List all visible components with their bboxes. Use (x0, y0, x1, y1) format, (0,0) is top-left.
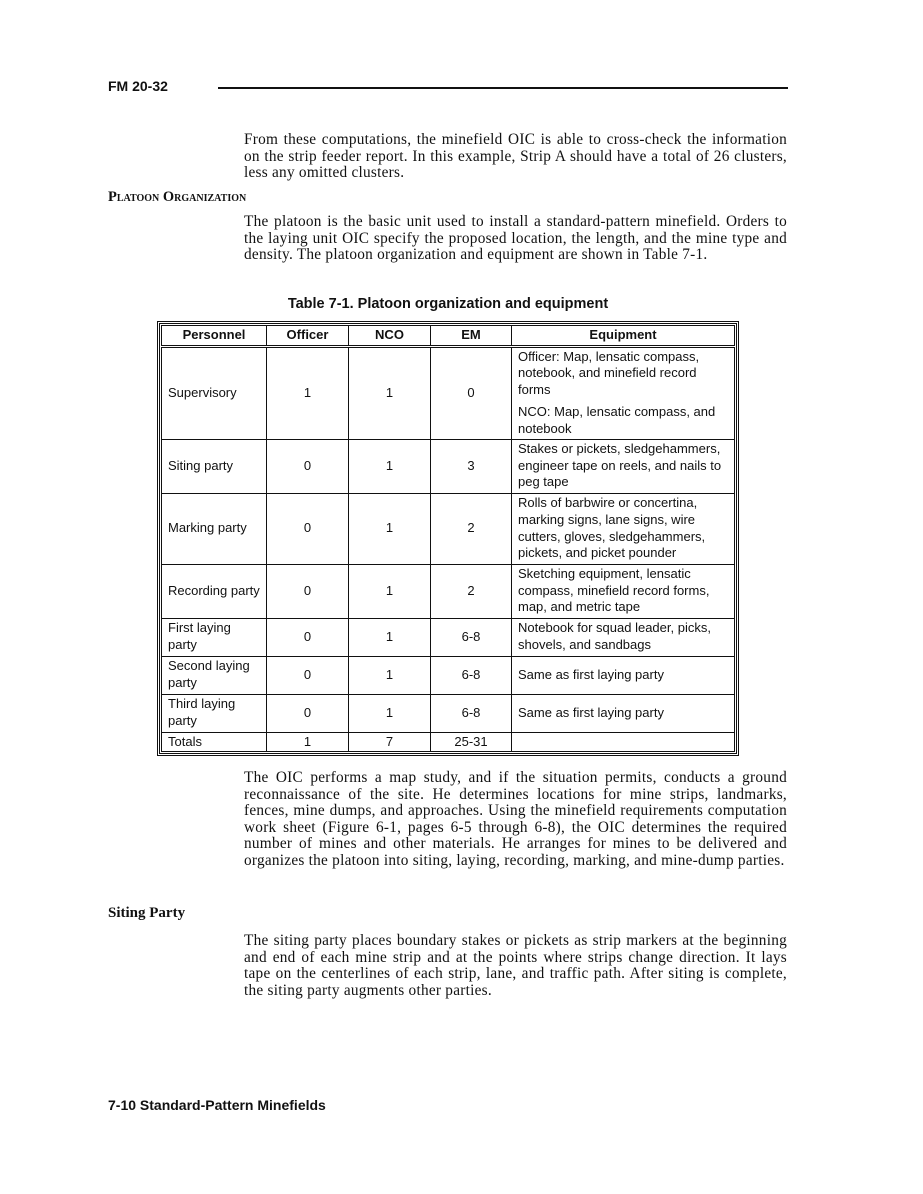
nco-cell (349, 493, 431, 564)
platoon-table (157, 321, 739, 756)
cell-text: 0 (303, 628, 312, 644)
cell-text: 1 (385, 704, 394, 720)
cell-text: 0 (303, 704, 312, 720)
cell-text: 1 (385, 384, 394, 400)
nco-cell (349, 439, 431, 493)
paragraph: The OIC performs a map study, and if the situation permits, conducts a ground reconnaissance of the site. He determines locations for mine strips, landmarks, fences, mine dumps, and approaches. Using the minefield requirements computation work sheet (Figure 6-1, pages 6-5 through 6-8), the OIC determines the required number of mines and other materials. He arranges for mines to be delivered and organizes the platoon into siting, laying, recording, marking, and mine-dump parties. (244, 769, 787, 869)
cell-text: Supervisory (168, 384, 237, 400)
officer-cell (267, 564, 349, 618)
cell-text: 2 (467, 520, 475, 536)
table-row (162, 732, 735, 752)
personnel-cell (162, 439, 267, 493)
equipment-cell (512, 618, 735, 656)
table-row (162, 346, 735, 439)
cell-text: Second laying party (168, 658, 250, 691)
cell-text: Marking party (168, 520, 247, 536)
nco-cell (349, 656, 431, 694)
personnel-cell (162, 564, 267, 618)
cell-text: Same as first laying party (518, 704, 664, 720)
cell-text: 1 (385, 628, 394, 644)
cell-text: Sketching equipment, lensatic compass, minefield record forms, map, and metric tape (518, 566, 710, 615)
cell-text: 0 (303, 582, 312, 598)
table-row (162, 564, 735, 618)
column-header: Personnel (162, 326, 267, 347)
cell-text: 3 (467, 457, 475, 473)
equipment-cell (512, 694, 735, 732)
officer-cell (267, 346, 349, 439)
cell-text: Recording party (168, 582, 260, 598)
cell-text: Stakes or pickets, sledgehammers, engineer tape on reels, and nails to peg tape (518, 441, 722, 490)
cell-text: 0 (303, 457, 312, 473)
cell-text: 1 (303, 384, 312, 400)
officer-cell (267, 618, 349, 656)
section-heading-platoon-organization: Platoon Organization (108, 189, 247, 205)
em-cell (431, 493, 512, 564)
officer-cell (267, 732, 349, 752)
header-rule (218, 87, 788, 89)
cell-text: Rolls of barbwire or concertina, marking signs, lane signs, wire cutters, gloves, sledgehammers, pickets, and picket pounder (518, 495, 706, 561)
cell-text: 1 (385, 582, 394, 598)
personnel-cell (162, 694, 267, 732)
cell-text: 1 (385, 666, 394, 682)
officer-cell (267, 694, 349, 732)
column-header: NCO (349, 326, 431, 347)
column-header: Officer (267, 326, 349, 347)
em-cell (431, 564, 512, 618)
equipment-cell (512, 656, 735, 694)
cell-text: 1 (303, 733, 312, 749)
table-row (162, 493, 735, 564)
cell-text: 0 (303, 520, 312, 536)
cell-text: 0 (303, 666, 312, 682)
cell-text: 1 (385, 457, 394, 473)
equipment-cell (512, 732, 735, 752)
cell-text: 7 (385, 733, 394, 749)
paragraph: The platoon is the basic unit used to install a standard-pattern minefield. Orders to the laying unit OIC specify the proposed location, the length, and the mine type and density. The platoon organization and equipment are shown in Table 7-1. (244, 213, 787, 264)
paragraph: The siting party places boundary stakes or pickets as strip markers at the beginning and end of each mine strip and at the points where strips change direction. It lays tape on the centerlines of each strip, lane, and traffic path. After siting is complete, the siting party augments other parties. (244, 932, 787, 999)
em-cell (431, 694, 512, 732)
personnel-cell (162, 346, 267, 439)
cell-text: Officer: Map, lensatic compass, notebook, and minefield record forms (518, 348, 700, 397)
table-row (162, 618, 735, 656)
personnel-cell (162, 618, 267, 656)
paragraph: From these computations, the minefield OIC is able to cross-check the information on the strip feeder report. In this example, Strip A should have a total of 26 clusters, less any omitted clusters. (244, 131, 787, 182)
em-cell (431, 346, 512, 439)
cell-text: 6-8 (461, 666, 481, 682)
column-header: Equipment (512, 326, 735, 347)
officer-cell (267, 439, 349, 493)
em-cell (431, 656, 512, 694)
personnel-cell (162, 732, 267, 752)
nco-cell (349, 564, 431, 618)
cell-text: 2 (467, 582, 475, 598)
cell-text: Notebook for squad leader, picks, shovels, and sandbags (518, 620, 711, 653)
page-footer: 7-10 Standard-Pattern Minefields (108, 1097, 326, 1113)
cell-text: Totals (168, 733, 202, 749)
em-cell (431, 618, 512, 656)
nco-cell (349, 732, 431, 752)
cell-text: 25-31 (454, 733, 488, 749)
cell-text: 6-8 (461, 704, 481, 720)
nco-cell (349, 346, 431, 439)
personnel-cell (162, 656, 267, 694)
nco-cell (349, 618, 431, 656)
table-row (162, 439, 735, 493)
table-row (162, 656, 735, 694)
cell-text: Third laying party (168, 696, 236, 729)
nco-cell (349, 694, 431, 732)
equipment-cell (512, 564, 735, 618)
em-cell (431, 439, 512, 493)
personnel-cell (162, 493, 267, 564)
cell-text: 6-8 (461, 628, 481, 644)
table-row (162, 694, 735, 732)
equipment-cell (512, 493, 735, 564)
equipment-cell (512, 439, 735, 493)
officer-cell (267, 656, 349, 694)
cell-text: First laying party (168, 620, 231, 653)
section-heading-siting-party: Siting Party (108, 905, 186, 921)
cell-text: Same as first laying party (518, 666, 664, 682)
table-caption: Table 7-1. Platoon organization and equipment (287, 296, 609, 312)
cell-text: NCO: Map, lensatic compass, and notebook (518, 404, 716, 436)
cell-text: 0 (467, 384, 475, 400)
cell-text: 1 (385, 520, 394, 536)
officer-cell (267, 493, 349, 564)
document-id: FM 20-32 (108, 78, 168, 94)
em-cell (431, 732, 512, 752)
equipment-cell (512, 346, 735, 439)
column-header: EM (431, 326, 512, 347)
cell-text: Siting party (168, 457, 234, 473)
